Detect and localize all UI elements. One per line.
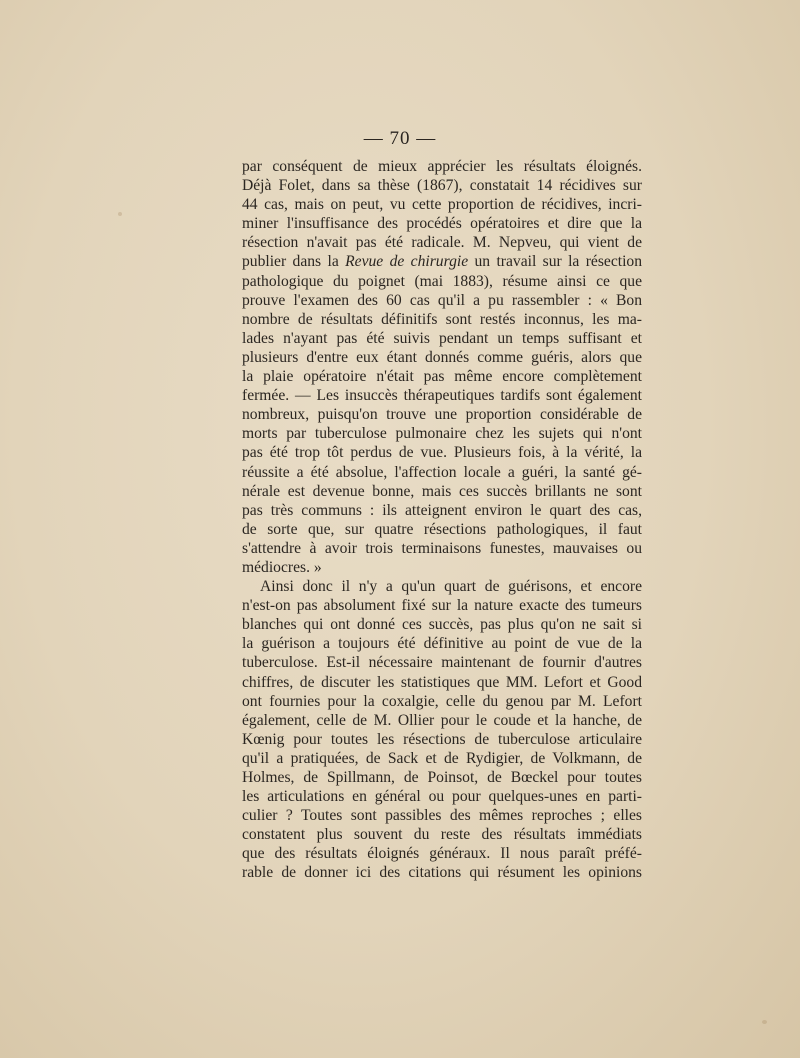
text-line: Holmes, de Spillmann, de Poinsot, de Bœckel pour toutes xyxy=(242,769,642,786)
text-line: de sorte que, sur quatre résections pathologiques, il faut xyxy=(242,520,642,538)
text-line: les articulations en général ou pour quelques-unes en parti- xyxy=(242,788,642,806)
text-line: chiffres, de discuter les statistiques que MM. Lefort et Good xyxy=(242,673,642,691)
text-line: s'attendre à avoir trois terminaisons funestes, mauvaises ou xyxy=(242,539,642,557)
text-line: nombreux, puisqu'on trouve une proportion considérable de xyxy=(242,406,642,424)
journal-title: Revue de chirurgie xyxy=(345,253,469,271)
text-line: par conséquent de mieux apprécier les résultats éloignés. xyxy=(242,158,642,175)
text-line: blanches qui ont donné ces succès, pas plus qu'on ne sait si xyxy=(242,616,642,634)
text-line: nérale est devenue bonne, mais ces succès brillants ne sont xyxy=(242,482,642,500)
paper-stain xyxy=(118,212,122,216)
body-text xyxy=(242,157,642,883)
text-line: miner l'insuffisance des procédés opératoires et dire que la xyxy=(242,215,642,233)
text-line: ont fournies pour la coxalgie, celle du genou par M. Lefort xyxy=(242,692,642,710)
text-line: culier ? Toutes sont passibles des mêmes reproches ; elles xyxy=(242,807,642,825)
text-line: la guérison a toujours été définitive au point de vue de la xyxy=(242,635,642,653)
text-line: Déjà Folet, dans sa thèse (1867), constatait 14 récidives sur xyxy=(242,177,642,195)
text-line: que des résultats éloignés généraux. Il nous paraît préfé- xyxy=(242,845,642,863)
text-line xyxy=(242,252,642,271)
text-line: morts par tuberculose pulmonaire chez les sujets qui n'ont xyxy=(242,425,642,443)
text-line: nombre de résultats définitifs sont restés inconnus, les ma- xyxy=(242,310,642,328)
text-line: qu'il a pratiquées, de Sack et de Rydigier, de Volkmann, de xyxy=(242,749,642,767)
paragraph-start-line: Ainsi donc il n'y a qu'un quart de guérisons, et encore xyxy=(260,578,642,596)
text-line-end: un travail sur la résection xyxy=(468,253,643,271)
text-line: pas été trop tôt perdus de vue. Plusieurs fois, à la vérité, la xyxy=(242,444,642,462)
text-line: rable de donner ici des citations qui résument les opinions xyxy=(242,864,642,882)
text-line: prouve l'examen des 60 cas qu'il a pu rassembler : « Bon xyxy=(242,291,642,309)
text-line: pathologique du poignet (mai 1883), résume ainsi ce que xyxy=(242,272,642,290)
text-line: Kœnig pour toutes les résections de tuberculose articulaire xyxy=(242,730,642,748)
text-line: fermée. — Les insuccès thérapeutiques tardifs sont également xyxy=(242,387,642,405)
text-line: médiocres. » xyxy=(242,558,322,576)
text-line: plusieurs d'entre eux étant donnés comme guéris, alors que xyxy=(242,348,642,366)
text-line: n'est-on pas absolument fixé sur la nature exacte des tumeurs xyxy=(242,597,642,615)
text-line: lades n'ayant pas été suivis pendant un temps suffisant et xyxy=(242,329,642,347)
text-line: pas très communs : ils atteignent environ le quart des cas, xyxy=(242,501,642,519)
text-line: tuberculose. Est-il nécessaire maintenant de fournir d'autres xyxy=(242,654,642,672)
paper-stain xyxy=(762,1020,767,1024)
text-line-start: publier dans la xyxy=(242,253,346,271)
text-line: également, celle de M. Ollier pour le coude et la hanche, de xyxy=(242,711,642,729)
text-line: constatent plus souvent du reste des résultats immédiats xyxy=(242,826,642,844)
text-line: 44 cas, mais on peut, vu cette proportion de récidives, incri- xyxy=(242,196,642,214)
page-number: — 70 — xyxy=(363,128,437,149)
text-line: résection n'avait pas été radicale. M. Nepveu, qui vient de xyxy=(242,234,642,252)
text-line: réussite a été absolue, l'affection locale a guéri, la santé gé- xyxy=(242,463,642,481)
text-line: la plaie opératoire n'était pas même encore complètement xyxy=(242,368,642,386)
